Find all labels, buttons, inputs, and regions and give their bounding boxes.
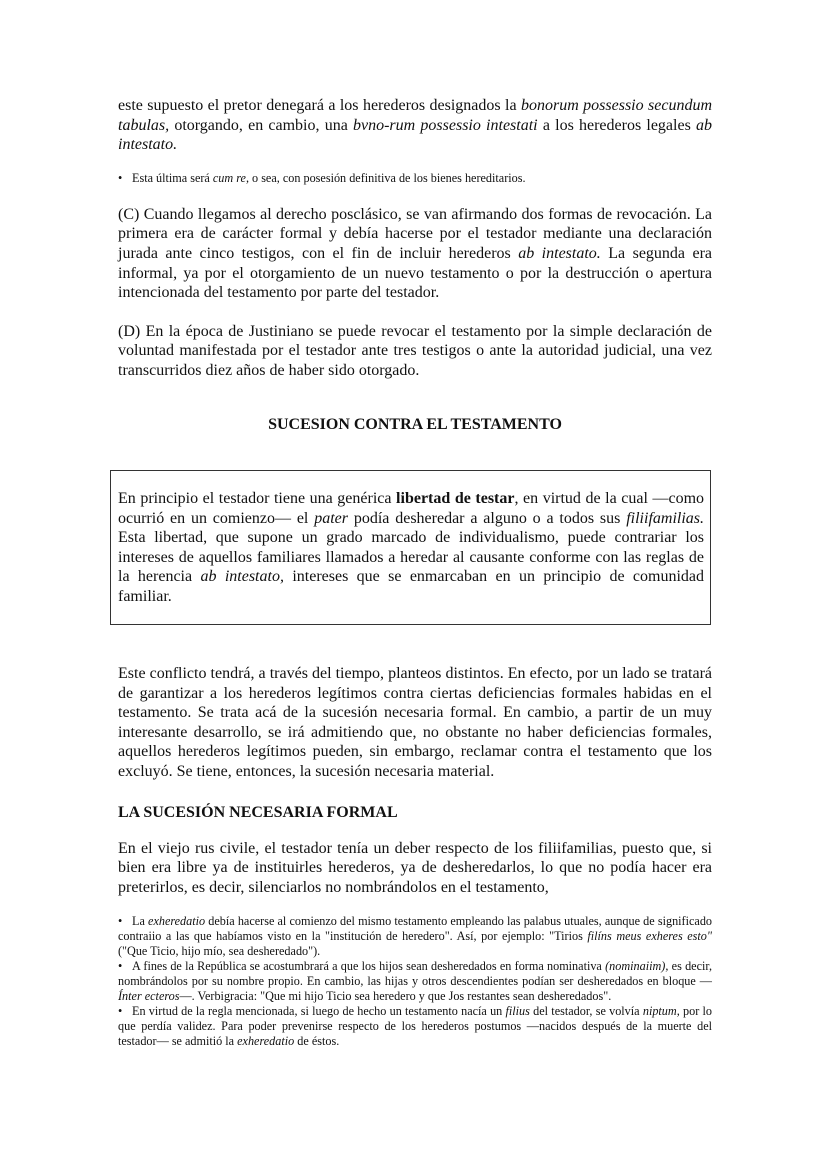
paragraph-conflicto: Este conflicto tendrá, a través del tiempo, planteos distintos. En efecto, por un lado se tratará de garantizar a los herederos legítimos contra ciertas deficiencias formales habidas en el testamento. Se trata acá de la sucesión necesaria formal. En cambio, a partir de un muy interesante desarrollo, se irá admitiendo que, no obstante no haber deficiencias formales, aquellos herederos legítimos pueden, sin embargo, reclamar contra el testamento que los excluyó. Se tiene, entonces, la sucesión necesaria material.	[118, 665, 712, 780]
paragraph-d: (D) En la época de Justiniano se puede revocar el testamento por la simple declaración de voluntad manifestada por el testador ante tres testigos o ante la autoridad judicial, una vez transcurridos diez años de haber sido otorgado.	[118, 322, 712, 379]
footnote-republica: • A fines de la República se acostumbrará a que los hijos sean desheredados en forma nominativa (nominaiim), es decir, nombrándolos por su nombre propio. En cambio, las hijas y otros descendientes podían ser desheredados en bloque —Ínter ecteros—. Verbigracia: "Que mi hijo Ticio sea heredero y que Jos restantes sean desheredados".	[118, 959, 713, 1004]
highlight-box	[110, 470, 711, 625]
bullet-icon: •	[118, 170, 123, 185]
footnote-regla: • En virtud de la regla mencionada, si luego de hecho un testamento nacía un filius del testador, se volvía niptum, por lo que perdía validez. Para poder prevenirse respecto de los herederos postumos —nacidos después de la muerte del testador— se admitió la exheredatio de éstos.	[118, 1004, 712, 1049]
document-page	[118, 96, 712, 434]
section-heading-sucesion: SUCESION CONTRA EL TESTAMENTO	[268, 415, 562, 433]
paragraph-pretor: este supuesto el pretor denegará a los herederos designados la bonorum possessio secundum tabulas, otorgando, en cambio, una bvno-rum possessio intestati a los herederos legales ab intestato.	[118, 97, 713, 154]
box-paragraph: En principio el testador tiene una genérica libertad de testar, en virtud de la cual —como ocurrió en un comienzo— el pater podía desheredar a alguno o a todos sus filiifamilias. Esta libertad, que supone un grado marcado de individualismo, puede contrariar los intereses de aquellos familiares llamados a heredar al causante conforme con las reglas de la herencia ab intestato, intereses que se enmarcaban en un principio de comunidad familiar.	[118, 490, 705, 605]
footnote-exheredatio: • La exheredatio debía hacerse al comienzo del mismo testamento empleando las palabus utuales, aunque de significado contraiio a las que habíamos visto en la "institución de heredero". Así, por ejemplo: "Tirios filíns meus exheres esto" ("Que Ticio, hijo mío, sea desheredado").	[118, 914, 713, 959]
paragraph-c: (C) Cuando llegamos al derecho posclásico, se van afirmando dos formas de revocación. La primera era de carácter formal y debía hacerse por el testador mediante una declaración jurada ante cinco testigos, con el fin de incluir herederos ab intestato. La segunda era informal, ya por el otorgamiento de un nuevo testamento o por la destrucción o apertura intencionada del testamento por parte del testador.	[118, 205, 713, 302]
paragraph-rus-civile: En el viejo rus civile, el testador tenía un deber respecto de los filiifamilias, puesto que, si bien era libre ya de instituirles herederos, ya de desheredarlos, lo que no podía hacer era preterirlos, es decir, silenciarlos no nombrándolos en el testamento,	[118, 839, 712, 896]
section-heading-formal: LA SUCESIÓN NECESARIA FORMAL	[118, 803, 398, 821]
document-page-lower	[118, 664, 712, 1049]
bullet-icon: •	[118, 1004, 123, 1019]
footnote-cum-re: • Esta última será cum re, o sea, con posesión definitiva de los bienes hereditarios.	[118, 170, 526, 185]
bullet-icon: •	[118, 914, 123, 929]
bullet-icon: •	[118, 959, 123, 974]
